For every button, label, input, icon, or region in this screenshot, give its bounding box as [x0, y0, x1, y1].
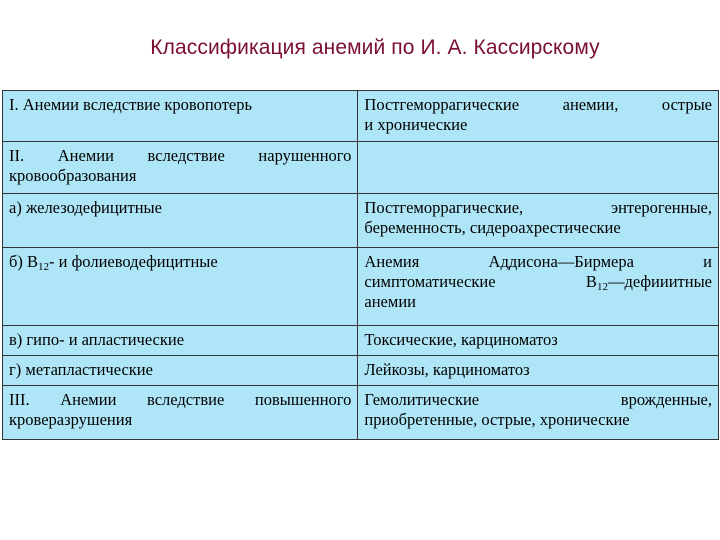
category-label: г) метапластические	[9, 360, 153, 379]
description-part: —дефииитные	[607, 272, 712, 291]
category-line: III. Анемии вследствие повышенного	[9, 390, 352, 409]
description-line: Лейкозы, карциноматоз	[364, 360, 530, 379]
category-cell	[3, 386, 358, 440]
category-cell	[3, 194, 358, 248]
category-label: I. Анемии вследствие кровопотерь	[9, 95, 253, 114]
anemia-classification-table	[2, 90, 719, 440]
description-line: Токсические, карциноматоз	[364, 330, 558, 349]
description-cell	[358, 194, 719, 248]
description-cell	[358, 91, 719, 142]
category-label-part: б) В	[9, 252, 39, 271]
description-line: Анемия Аддисона—Бирмера и	[364, 252, 712, 271]
category-cell	[3, 91, 358, 142]
description-line: Постгеморрагические анемии, острые	[364, 95, 712, 114]
category-label: а) железодефицитные	[9, 198, 162, 217]
description-line: и хронические	[364, 115, 468, 134]
category-cell	[3, 248, 358, 326]
category-cell	[3, 356, 358, 386]
description-line: Гемолитические врожденные,	[364, 390, 712, 409]
description-line: анемии	[364, 292, 416, 311]
description-part: симптоматические В	[364, 272, 597, 291]
category-line: кровообразования	[9, 166, 137, 185]
table-row	[3, 91, 719, 142]
category-label: в) гипо- и апластические	[9, 330, 185, 349]
table-row	[3, 248, 719, 326]
description-cell	[358, 326, 719, 356]
table-row	[3, 194, 719, 248]
description-cell	[358, 356, 719, 386]
category-cell	[3, 142, 358, 194]
page-title: Классификация анемий по И. А. Кассирскому	[150, 36, 600, 59]
table-row	[3, 142, 719, 194]
description-line: приобретенные, острые, хронические	[364, 410, 630, 429]
description-cell	[358, 386, 719, 440]
table-row	[3, 386, 719, 440]
category-label-part: - и фолиеводефицитные	[49, 252, 218, 271]
description-cell	[358, 248, 719, 326]
category-line: II. Анемии вследствие нарушенного	[9, 146, 352, 165]
subscript: 12	[596, 281, 608, 293]
category-line: кроверазрушения	[9, 410, 133, 429]
subscript: 12	[38, 261, 50, 273]
category-cell	[3, 326, 358, 356]
description-cell	[358, 142, 719, 194]
table-row	[3, 356, 719, 386]
description-line	[364, 272, 712, 292]
description-line: Постгеморрагические, энтерогенные,	[364, 198, 712, 217]
description-line: беременность, сидероахрестические	[364, 218, 621, 237]
table-row	[3, 326, 719, 356]
